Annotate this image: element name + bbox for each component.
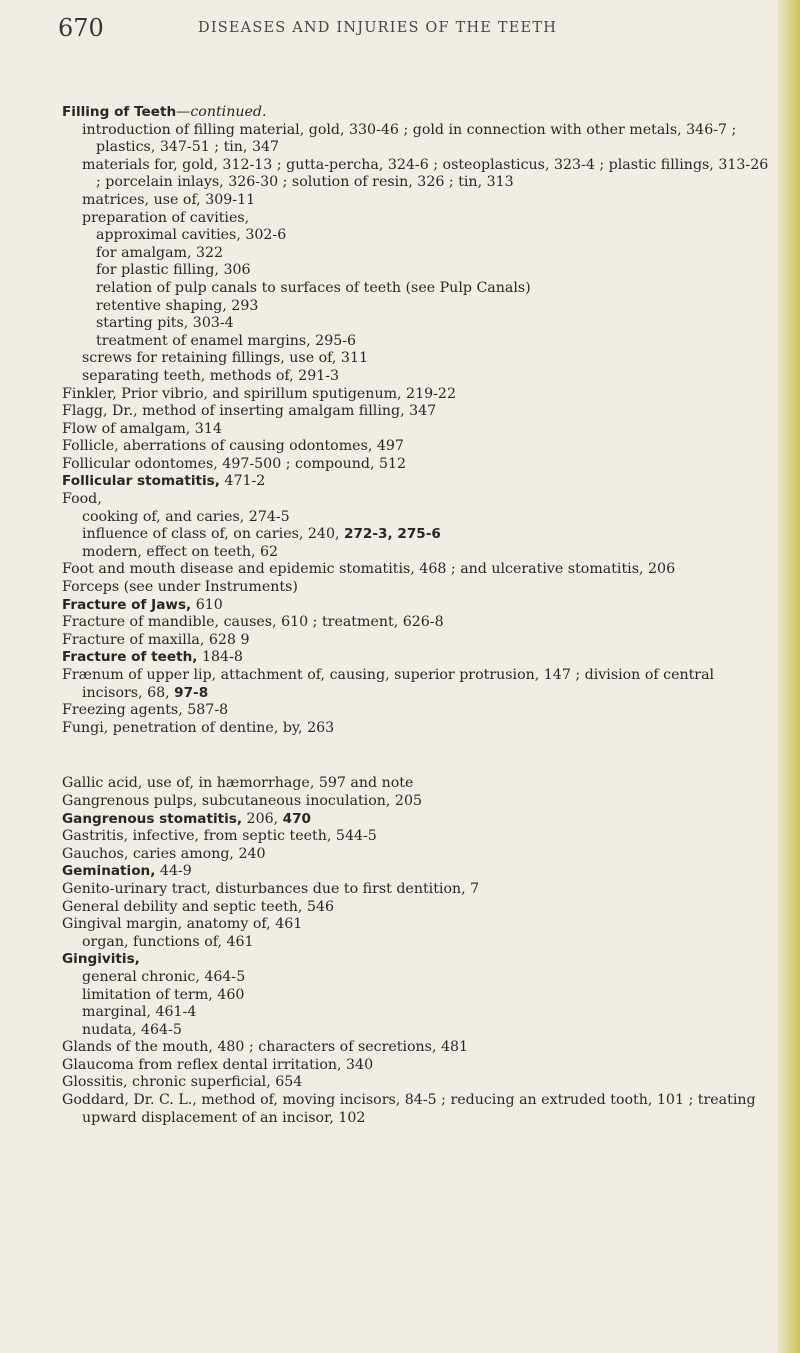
index-entry	[62, 667, 777, 702]
entry-pages: 610	[191, 596, 223, 613]
index-entry: Gallic acid, use of, in hæmorrhage, 597 and note	[62, 775, 414, 792]
index-subentry: matrices, use of, 309-11	[82, 191, 256, 208]
entry-text: Frænum of upper lip, attachment of, causing, superior protrusion, 147 ; division of central incisors, 68,	[62, 667, 715, 701]
index-subsubentry: treatment of enamel margins, 295-6	[96, 332, 357, 349]
index-subsubentry: relation of pulp canals to surfaces of teeth (see Pulp Canals)	[96, 279, 531, 296]
index-entry: Fracture of maxilla, 628 9	[62, 631, 250, 648]
entry-bold: Follicular stomatitis,	[62, 473, 220, 490]
index-entry: Follicle, aberrations of causing odontomes, 497	[62, 438, 404, 455]
index-entry: Genito-urinary tract, disturbances due to first dentition, 7	[62, 880, 480, 897]
index-entry: General debility and septic teeth, 546	[62, 898, 335, 915]
index-subentry: limitation of term, 460	[82, 986, 245, 1003]
index-entry	[62, 597, 777, 615]
index-column	[62, 104, 777, 1127]
index-entry: Glaucoma from reflex dental irritation, 340	[62, 1056, 374, 1073]
page-edge	[778, 0, 800, 1353]
index-entry: Flow of amalgam, 314	[62, 420, 222, 437]
entry-bold: 272-3, 275-6	[344, 526, 441, 543]
index-entry: Gingival margin, anatomy of, 461	[62, 916, 303, 933]
entry-bold: Fracture of teeth,	[62, 649, 198, 666]
index-subentry: screws for retaining fillings, use of, 311	[82, 350, 369, 367]
index-entry: Fungi, penetration of dentine, by, 263	[62, 719, 335, 736]
index-entry	[62, 863, 777, 881]
entry-text: influence of class of, on caries, 240,	[82, 526, 344, 543]
index-entry	[62, 951, 777, 969]
index-entry: Glands of the mouth, 480 ; characters of secretions, 481	[62, 1039, 469, 1056]
index-entry: Goddard, Dr. C. L., method of, moving incisors, 84-5 ; reducing an extruded tooth, 101 ; treating upward displacement of an incisor, 102	[62, 1092, 756, 1126]
index-subsubentry: for amalgam, 322	[96, 244, 224, 261]
index-entry: Freezing agents, 587-8	[62, 702, 229, 719]
index-subentry: general chronic, 464-5	[82, 968, 246, 985]
index-subentry: modern, effect on teeth, 62	[82, 543, 279, 560]
index-entry	[62, 649, 777, 667]
heading-bold: Filling of Teeth	[62, 104, 177, 120]
index-subsubentry: starting pits, 303-4	[96, 315, 234, 332]
index-entry: Fracture of mandible, causes, 610 ; treatment, 626-8	[62, 614, 444, 631]
index-entry	[62, 811, 777, 829]
entry-bold-pages: 470	[282, 810, 312, 827]
running-title: DISEASES AND INJURIES OF THE TEETH	[198, 20, 558, 36]
entry-bold: Gingivitis,	[62, 951, 140, 968]
index-entry: Finkler, Prior vibrio, and spirillum sputigenum, 219-22	[62, 385, 456, 402]
index-subsubentry: for plastic filling, 306	[96, 262, 251, 279]
index-entry: Flagg, Dr., method of inserting amalgam filling, 347	[62, 403, 437, 420]
entry-pages: 471-2	[219, 473, 266, 490]
index-subentry	[62, 526, 777, 544]
entry-bold: Gangrenous stomatitis,	[62, 810, 243, 827]
index-entry: Food,	[62, 491, 102, 508]
index-subentry: preparation of cavities,	[82, 209, 250, 226]
entry-pages: 206,	[242, 810, 283, 827]
index-subentry: introduction of filling material, gold, 330-46 ; gold in connection with other metals, 346-7 ; plastics, 347-51 ; tin, 347	[82, 121, 737, 156]
entry-pages: 184-8	[197, 649, 243, 666]
index-subsubentry: approximal cavities, 302-6	[96, 227, 287, 244]
index-entry: Glossitis, chronic superficial, 654	[62, 1074, 303, 1091]
index-entry: Foot and mouth disease and epidemic stomatitis, 468 ; and ulcerative stomatitis, 206	[62, 561, 676, 578]
entry-bold: Gemination,	[62, 863, 156, 880]
entry-bold: Fracture of Jaws,	[62, 596, 192, 613]
entry-pages: 44-9	[155, 863, 192, 880]
index-subentry: marginal, 461-4	[82, 1004, 197, 1021]
index-entry: Forceps (see under Instruments)	[62, 579, 298, 596]
index-subentry: organ, functions of, 461	[82, 933, 254, 950]
index-heading-filling	[62, 104, 777, 122]
entry-bold: 97-8	[174, 684, 209, 701]
heading-continued: —continued.	[176, 104, 267, 120]
index-entry	[62, 473, 777, 491]
index-entry: Gauchos, caries among, 240	[62, 845, 266, 862]
page-header	[58, 14, 760, 54]
index-subsubentry: retentive shaping, 293	[96, 297, 259, 314]
section-gap	[62, 737, 777, 775]
index-entry: Gangrenous pulps, subcutaneous inoculation, 205	[62, 792, 422, 809]
index-entry: Gastritis, infective, from septic teeth, 544-5	[62, 828, 377, 845]
index-subentry: separating teeth, methods of, 291-3	[82, 367, 340, 384]
index-subentry: nudata, 464-5	[82, 1021, 182, 1038]
index-subentry: materials for, gold, 312-13 ; gutta-percha, 324-6 ; osteoplasticus, 323-4 ; plastic fillings, 313-26 ; porcelain inlays, 326-30 ; solution of resin, 326 ; tin, 313	[82, 156, 769, 191]
page-number: 670	[58, 14, 104, 42]
index-subentry: cooking of, and caries, 274-5	[82, 508, 290, 525]
index-entry: Follicular odontomes, 497-500 ; compound, 512	[62, 455, 407, 472]
